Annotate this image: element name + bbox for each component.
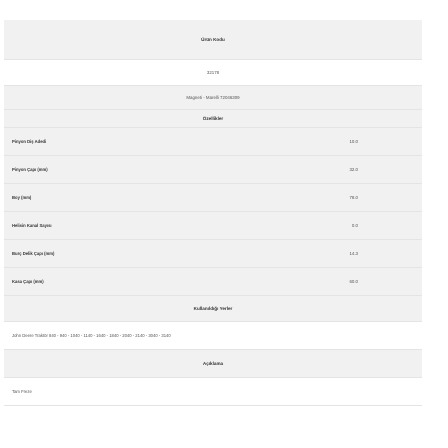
product-spec-table xyxy=(4,20,422,406)
feature-label: Helisin Kanal Sayısı xyxy=(12,223,52,228)
description-text: Tam Frezе xyxy=(12,389,32,394)
description-header: Açıklama xyxy=(202,361,224,366)
product-code-value: 32178 xyxy=(206,70,220,75)
feature-value: 0.0 xyxy=(351,223,358,228)
product-code-header-row xyxy=(4,20,422,60)
brand-row xyxy=(4,86,422,110)
feature-label: Burç Delik Çapı (mm) xyxy=(12,251,55,256)
description-row xyxy=(4,378,422,406)
feature-row xyxy=(4,128,422,156)
feature-value: 60.0 xyxy=(349,279,358,284)
features-header-row xyxy=(4,110,422,128)
feature-row xyxy=(4,268,422,296)
feature-label: Pinyon Diş Adedi xyxy=(12,139,47,144)
feature-value: 78.0 xyxy=(349,195,358,200)
feature-label: Pinyon Çapı (mm) xyxy=(12,167,48,172)
feature-value: 10.0 xyxy=(349,139,358,144)
feature-value: 14.3 xyxy=(349,251,358,256)
feature-row xyxy=(4,184,422,212)
feature-row xyxy=(4,212,422,240)
usage-text: John Deere Traktör 840 - 940 - 1040 - 1140 - 1640 - 1840 - 2040 - 2140 - 3040 - 3140 xyxy=(12,333,171,338)
usage-header-row xyxy=(4,296,422,322)
feature-row xyxy=(4,240,422,268)
product-code-row xyxy=(4,60,422,86)
feature-value: 32.0 xyxy=(349,167,358,172)
usage-header: Kullanıldığı Yerler xyxy=(193,306,233,311)
brand-reference: Magneti - Marelli 72046309 xyxy=(186,95,240,100)
usage-row xyxy=(4,322,422,350)
features-header: Özellikler xyxy=(202,116,224,121)
feature-label: Kasa Çapı (mm) xyxy=(12,279,44,284)
feature-label: Boy (mm) xyxy=(12,195,32,200)
description-header-row xyxy=(4,350,422,378)
product-code-header: Ürün Kodu xyxy=(201,37,225,42)
feature-row xyxy=(4,156,422,184)
